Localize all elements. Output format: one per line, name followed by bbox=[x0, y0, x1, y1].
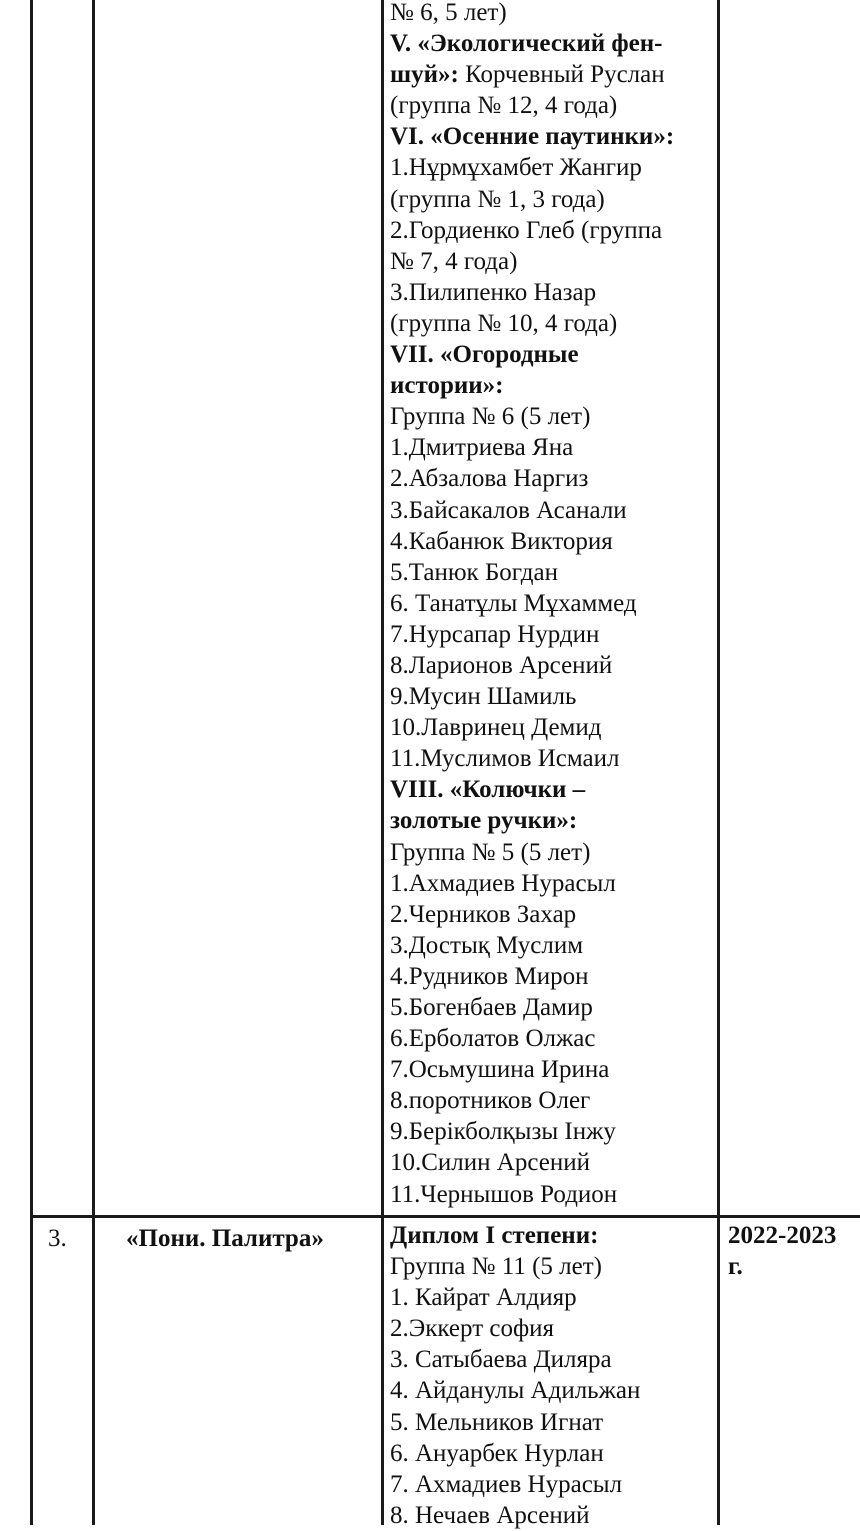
participant-name: Корчевный Руслан bbox=[458, 61, 665, 89]
list-item: 8.поротников Олег bbox=[390, 1087, 591, 1115]
list-item: 2.Гордиенко Глеб (группа bbox=[390, 216, 663, 244]
list-item: 2.Абзалова Наргиз bbox=[390, 465, 589, 493]
list-item: 4.Кабанюк Виктория bbox=[390, 527, 613, 555]
list-item: 4. Айданулы Адильжан bbox=[390, 1377, 641, 1405]
table-border-left bbox=[30, 0, 33, 1525]
section-heading-fragment: шуй»: bbox=[390, 61, 459, 89]
section-heading: V. «Экологический фен- bbox=[390, 30, 663, 58]
list-item: 3.Достық Муслим bbox=[390, 931, 584, 959]
list-item: 6.Ерболатов Олжас bbox=[390, 1025, 596, 1053]
list-item: 2.Эккерт софия bbox=[390, 1315, 555, 1343]
list-item: 7.Осьмушина Ирина bbox=[390, 1056, 610, 1084]
section-heading: VII. «Огородные bbox=[390, 341, 579, 369]
list-item: 1. Кайрат Алдияр bbox=[390, 1284, 577, 1312]
contest-year bbox=[728, 1220, 836, 1282]
results-cell-row3 bbox=[390, 1220, 715, 1531]
list-item: 7.Нурсапар Нурдин bbox=[390, 620, 600, 648]
list-item: 4.Рудников Мирон bbox=[390, 962, 589, 990]
list-item: 1.Дмитриева Яна bbox=[390, 434, 574, 462]
list-item: 11.Чернышов Родион bbox=[390, 1180, 618, 1208]
section-heading: истории»: bbox=[390, 372, 504, 400]
list-item: 1.Ахмадиев Нурасыл bbox=[390, 869, 616, 897]
contest-year-suffix: г. bbox=[728, 1253, 743, 1280]
list-item: 10.Силин Арсений bbox=[390, 1149, 590, 1177]
list-item: 11.Муслимов Исмаил bbox=[390, 745, 620, 773]
contest-title: «Пони. Палитра» bbox=[126, 1225, 324, 1252]
list-item: 3.Байсакалов Асанали bbox=[390, 496, 627, 524]
list-item: 5. Мельников Игнат bbox=[390, 1408, 604, 1436]
list-item: 1.Нұрмұхамбет Жангир bbox=[390, 154, 642, 182]
list-item: 5.Богенбаев Дамир bbox=[390, 994, 593, 1021]
list-item: 6. Ануарбек Нурлан bbox=[390, 1439, 604, 1467]
list-item: 9.Берікболқызы Інжу bbox=[390, 1118, 616, 1146]
row-number: 3. bbox=[48, 1225, 67, 1252]
list-item: 8. Нечаев Арсений bbox=[390, 1501, 590, 1529]
list-item: 9.Мусин Шамиль bbox=[390, 683, 577, 711]
list-item: 2.Черников Захар bbox=[390, 900, 577, 928]
list-item: (группа № 12, 4 года) bbox=[390, 92, 618, 120]
list-item: 7. Ахмадиев Нурасыл bbox=[390, 1470, 623, 1498]
section-heading: VI. «Осенние паутинки»: bbox=[390, 123, 675, 151]
section-heading: Диплом I степени: bbox=[390, 1222, 599, 1249]
list-item: № 6, 5 лет) bbox=[390, 0, 507, 26]
list-item: 10.Лавринец Демид bbox=[390, 714, 602, 742]
table-border-col2 bbox=[381, 0, 384, 1525]
section-heading: VIII. «Колючки – bbox=[390, 776, 586, 804]
list-item: 3.Пилипенко Назар bbox=[390, 278, 597, 306]
table-border-col1 bbox=[92, 0, 95, 1525]
table-row-divider bbox=[30, 1215, 860, 1218]
list-item: 3. Сатыбаева Диляра bbox=[390, 1346, 612, 1374]
list-item: 6. Танатұлы Мұхаммед bbox=[390, 589, 637, 617]
list-item: Группа № 6 (5 лет) bbox=[390, 403, 591, 431]
list-item: 5.Танюк Богдан bbox=[390, 558, 559, 586]
list-item bbox=[390, 59, 715, 90]
list-item: Группа № 11 (5 лет) bbox=[390, 1253, 602, 1281]
contest-year-range: 2022-2023 bbox=[728, 1222, 837, 1249]
list-item: № 7, 4 года) bbox=[390, 247, 518, 275]
section-heading: золотые ручки»: bbox=[390, 807, 578, 835]
results-cell-upper bbox=[390, 0, 715, 1210]
list-item: (группа № 1, 3 года) bbox=[390, 185, 605, 213]
list-item: (группа № 10, 4 года) bbox=[390, 309, 618, 337]
list-item: Группа № 5 (5 лет) bbox=[390, 838, 591, 866]
table-border-col3 bbox=[717, 0, 720, 1525]
list-item: 8.Ларионов Арсений bbox=[390, 651, 613, 679]
